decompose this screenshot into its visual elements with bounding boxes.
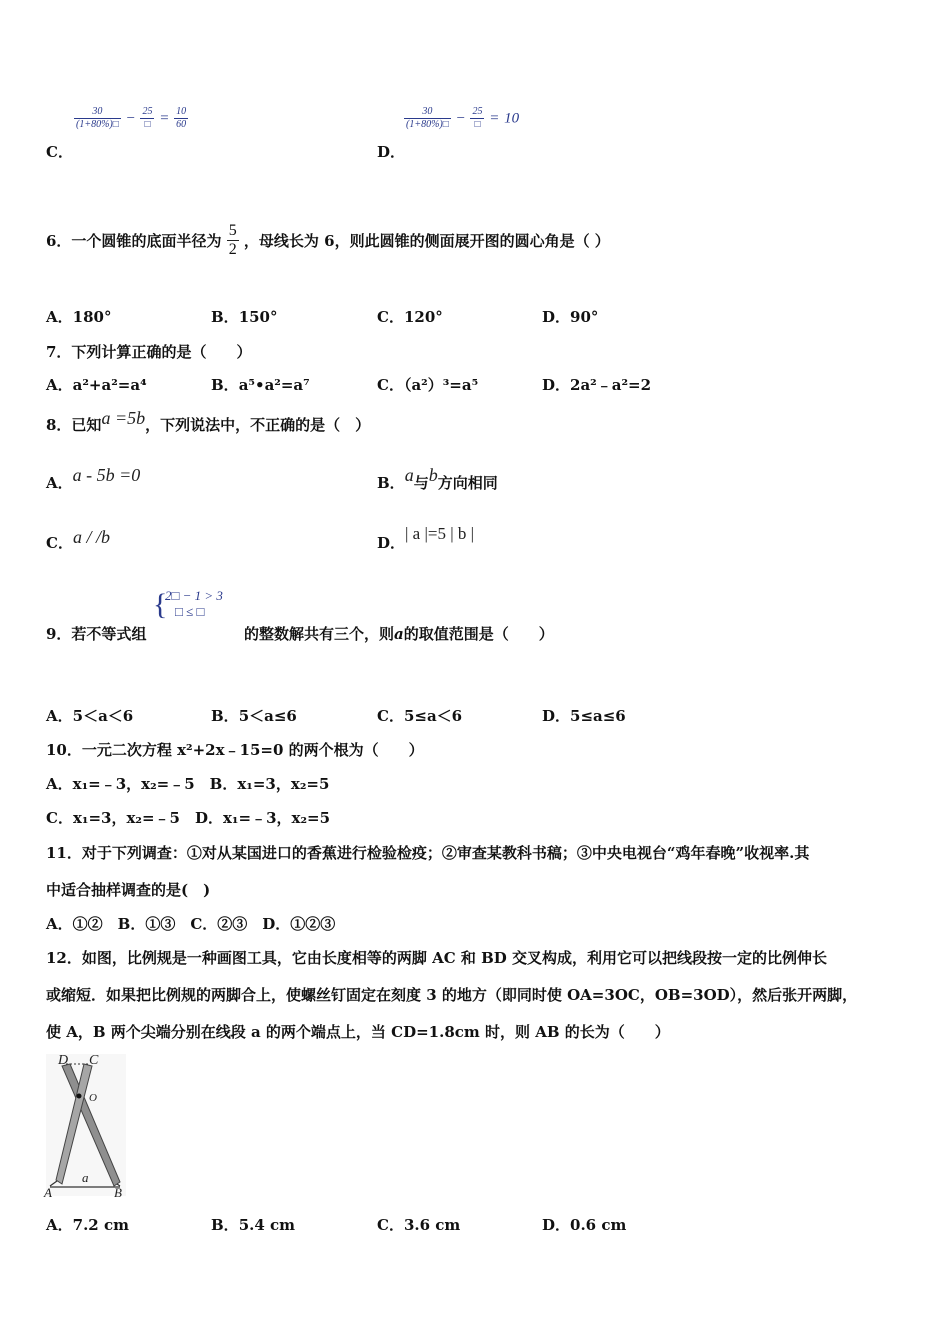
label-b: B xyxy=(114,1185,122,1200)
label-c: C xyxy=(89,1053,99,1068)
q8-option-d[interactable]: D．| a |=5 | b | xyxy=(377,524,475,552)
q11-options[interactable]: A．①② B．①③ C．②③ D．①②③ xyxy=(46,915,336,933)
q6-option-d[interactable]: D．90° xyxy=(542,308,599,326)
q6-option-c[interactable]: C．120° xyxy=(377,308,443,326)
q5-d-rhs: 10 xyxy=(504,110,520,127)
q7-option-a[interactable]: A．a²+a²=a⁴ xyxy=(46,376,147,394)
q12-stem-line2: 或缩短．如果把比例规的两脚合上，使螺丝钉固定在刻度 3 的地方（即同时使 OA=3OC，OB=3OD），然后张开两脚， xyxy=(46,986,858,1004)
q7-option-c[interactable]: C．（a²）³=a⁵ xyxy=(377,376,479,394)
label-d: D xyxy=(58,1053,69,1068)
label-a-segment: a xyxy=(82,1170,89,1185)
q8-option-a[interactable]: A．a - 5b =0 xyxy=(46,465,141,492)
q12-option-a[interactable]: A．7.2 cm xyxy=(46,1216,129,1234)
label-o: O xyxy=(89,1092,97,1104)
q5-c-frac3: $\frac{10}{60}$ xyxy=(176,106,187,130)
q5-c-frac1: $\frac{30}{(1+80\%)□}$ xyxy=(76,106,119,130)
q10-stem: 10．一元二次方程 x²+2x﹣15=0 的两个根为（ ） xyxy=(46,741,424,759)
q10-options-cd[interactable]: C．x₁=3，x₂=﹣5 D．x₁=﹣3，x₂=5 xyxy=(46,809,331,827)
q12-stem-line1: 12．如图，比例规是一种画图工具，它由长度相等的两脚 AC 和 BD 交叉构成，利用它可以把线段按一定的比例伸长 xyxy=(46,949,828,967)
q8-option-c[interactable]: C．a / /b xyxy=(46,527,110,552)
q7-option-b[interactable]: B．a⁵•a²=a⁷ xyxy=(211,376,310,394)
q9-option-b[interactable]: B．5＜a≤6 xyxy=(211,707,297,725)
q7-option-d[interactable]: D．2a²﹣a²=2 xyxy=(542,376,652,394)
q6-option-b[interactable]: B．150° xyxy=(211,308,278,326)
q10-options-ab[interactable]: A．x₁=﹣3，x₂=﹣5 B．x₁=3，x₂=5 xyxy=(46,775,330,793)
q8-condition: a =5b xyxy=(101,408,146,428)
q9-stem-prefix: 9．若不等式组 xyxy=(46,625,147,643)
q9-stem-suffix: 的整数解共有三个，则a的取值范围是（ ） xyxy=(244,625,554,643)
q12-option-b[interactable]: B．5.4 cm xyxy=(211,1216,296,1234)
q5-formula-c: $\frac{30}{(1+80\%)□}$ − $\frac{25}{□}$ = $\frac{10}{60}$ xyxy=(76,106,187,130)
q9-option-c[interactable]: C．5≤a＜6 xyxy=(377,707,463,725)
q7-stem: 7．下列计算正确的是（ ） xyxy=(46,343,252,361)
q11-stem-line1: 11．对于下列调查：①对从某国进口的香蕉进行检验检疫；②审查某教科书稿；③中央电视台“鸡年春晚”收视率.其 xyxy=(46,844,810,862)
q5-option-c-label: C． xyxy=(46,143,73,161)
q12-stem-line3: 使 A，B 两个尖端分别在线段 a 的两个端点上，当 CD=1.8cm 时，则 AB 的长为（ ） xyxy=(46,1023,670,1041)
label-a: A xyxy=(44,1185,52,1200)
q5-c-frac2: $\frac{25}{□}$ xyxy=(142,106,153,130)
q12-figure xyxy=(40,1050,132,1200)
q9-option-d[interactable]: D．5≤a≤6 xyxy=(542,707,626,725)
q5-d-frac2: $\frac{25}{□}$ xyxy=(472,106,483,130)
q5-formula-d: $\frac{30}{(1+80\%)□}$ − $\frac{25}{□}$ = 10 xyxy=(406,106,520,130)
q9-inequality-system: { 2□ − 1 > 3 □ ≤ □ xyxy=(153,588,223,621)
q12-option-d[interactable]: D．0.6 cm xyxy=(542,1216,627,1234)
q6-option-a[interactable]: A．180° xyxy=(46,308,112,326)
q8-option-b[interactable]: B．a与b方向相同 xyxy=(377,465,498,492)
q8-stem: 8．已知a =5b，下列说法中，不正确的是（ ） xyxy=(46,408,371,434)
q5-d-frac1: $\frac{30}{(1+80\%)□}$ xyxy=(406,106,449,130)
q5-option-d-label: D． xyxy=(377,143,406,161)
q9-brace: { xyxy=(153,588,168,621)
q6-stem: 6．一个圆锥的底面半径为 $\frac{5}{2}$ ，母线长为 6，则此圆锥的侧面展开图的圆心角是（ ） xyxy=(46,222,610,258)
q9-option-a[interactable]: A．5＜a＜6 xyxy=(46,707,134,725)
q12-option-c[interactable]: C．3.6 cm xyxy=(377,1216,461,1234)
q6-fraction: $\frac{5}{2}$ xyxy=(228,222,237,258)
screw-o xyxy=(77,1094,82,1099)
q11-stem-line2: 中适合抽样调查的是( ) xyxy=(46,881,211,899)
